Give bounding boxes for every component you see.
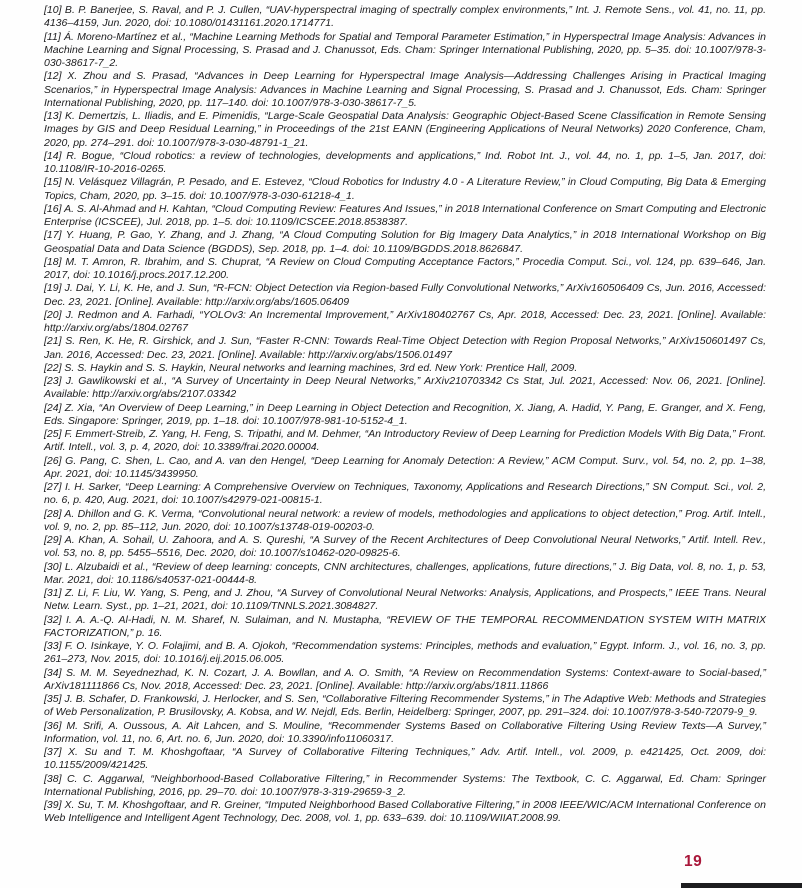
reference-entry: [30] L. Alzubaidi et al., “Review of deep learning: concepts, CNN architectures, challenges, applications, future directions,” J. Big Data, vol. 8, no. 1, p. 53, Mar. 2021, doi: 10.1186/s40537-021-00444-8. bbox=[44, 560, 766, 586]
reference-entry: [33] F. O. Isinkaye, Y. O. Folajimi, and B. A. Ojokoh, “Recommendation systems: Principles, methods and evaluation,” Egypt. Inform. J., vol. 16, no. 3, pp. 261–273, Nov. 2015, doi: 10.1016/j.eij.2015.06.005. bbox=[44, 640, 766, 666]
reference-entry: [28] A. Dhillon and G. K. Verma, “Convolutional neural network: a review of models, methodologies and applications to object detection,” Prog. Artif. Intell., vol. 9, no. 2, pp. 85–112, Jun. 2020, doi: 10.1007/s13748-019-00203-0. bbox=[44, 507, 766, 533]
reference-entry: [38] C. C. Aggarwal, “Neighborhood-Based Collaborative Filtering,” in Recommender Systems: The Textbook, C. C. Aggarwal, Ed. Cham: Springer International Publishing, 2016, pp. 29–70. doi: 10.1007/978-3-319-29659-3_2. bbox=[44, 772, 766, 798]
reference-entry: [19] J. Dai, Y. Li, K. He, and J. Sun, “R-FCN: Object Detection via Region-based Fully Convolutional Networks,” ArXiv160506409 Cs, Jun. 2016, Accessed: Dec. 23, 2021. [Online]. Available: http://arxiv.org/abs/1605.06409 bbox=[44, 282, 766, 308]
reference-entry: [13] K. Demertzis, L. Iliadis, and E. Pimenidis, “Large-Scale Geospatial Data Analysis: Geographic Object-Based Scene Classification in Remote Sensing Images by GIS and Deep Residual Learning,” in Proceedings of the 21st EANN (Engineering Applications of Neural Networks) 2020 Conference, Cham, 2020, pp. 274–291. doi: 10.1007/978-3-030-48791-1_21. bbox=[44, 110, 766, 149]
reference-entry: [31] Z. Li, F. Liu, W. Yang, S. Peng, and J. Zhou, “A Survey of Convolutional Neural Networks: Analysis, Applications, and Prospects,” IEEE Trans. Neural Netw. Learn. Syst., pp. 1–21, 2021, doi: 10.1109/TNNLS.2021.3084827. bbox=[44, 587, 766, 613]
reference-entry: [35] J. B. Schafer, D. Frankowski, J. Herlocker, and S. Sen, “Collaborative Filtering Recommender Systems,” in The Adaptive Web: Methods and Strategies of Web Personalization, P. Brusilovsky, A. Kobsa, and W. Nejdl, Eds. Berlin, Heidelberg: Springer, 2007, pp. 291–324. doi: 10.1007/978-3-540-72079-9_9. bbox=[44, 693, 766, 719]
reference-entry: [20] J. Redmon and A. Farhadi, “YOLOv3: An Incremental Improvement,” ArXiv180402767 Cs, Apr. 2018, Accessed: Dec. 23, 2021. [Online]. Available: http://arxiv.org/abs/1804.02767 bbox=[44, 308, 766, 334]
reference-entry: [37] X. Su and T. M. Khoshgoftaar, “A Survey of Collaborative Filtering Techniques,” Adv. Artif. Intell., vol. 2009, p. e421425, Oct. 2009, doi: 10.1155/2009/421425. bbox=[44, 746, 766, 772]
page-number: 19 bbox=[684, 853, 703, 870]
references-list bbox=[44, 4, 766, 826]
reference-entry: [34] S. M. M. Seyednezhad, K. N. Cozart, J. A. Bowllan, and A. O. Smith, “A Review on Recommendation Systems: Context-aware to Social-based,” ArXiv181111866 Cs, Nov. 2018, Accessed: Dec. 23, 2021. [Online]. Available: http://arxiv.org/abs/1811.11866 bbox=[44, 666, 766, 692]
reference-entry: [25] F. Emmert-Streib, Z. Yang, H. Feng, S. Tripathi, and M. Dehmer, “An Introductory Review of Deep Learning for Prediction Models With Big Data,” Front. Artif. Intell., vol. 3, p. 4, 2020, doi: 10.3389/frai.2020.00004. bbox=[44, 428, 766, 454]
reference-entry: [12] X. Zhou and S. Prasad, “Advances in Deep Learning for Hyperspectral Image Analysis—Addressing Challenges Arising in Practical Imaging Scenarios,” in Hyperspectral Image Analysis: Advances in Machine Learning and Signal Processing, S. Prasad and J. Chanussot, Eds. Cham: Springer International Publishing, 2020, pp. 117–140. doi: 10.1007/978-3-030-38617-7_5. bbox=[44, 70, 766, 109]
reference-entry: [15] N. Velásquez Villagrán, P. Pesado, and E. Estevez, “Cloud Robotics for Industry 4.0 - A Literature Review,” in Cloud Computing, Big Data & Emerging Topics, Cham, 2020, pp. 3–15. doi: 10.1007/978-3-030-61218-4_1. bbox=[44, 176, 766, 202]
reference-entry: [11] Á. Moreno-Martínez et al., “Machine Learning Methods for Spatial and Temporal Parameter Estimation,” in Hyperspectral Image Analysis: Advances in Machine Learning and Signal Processing, S. Prasad and J. Chanussot, Eds. Cham: Springer International Publishing, 2020, pp. 5–35. doi: 10.1007/978-3-030-38617-7_2. bbox=[44, 30, 766, 69]
reference-entry: [36] M. Srifi, A. Oussous, A. Ait Lahcen, and S. Mouline, “Recommender Systems Based on Collaborative Filtering Using Review Texts—A Survey,” Information, vol. 11, no. 6, Art. no. 6, Jun. 2020, doi: 10.3390/info11060317. bbox=[44, 719, 766, 745]
reference-entry: [22] S. S. Haykin and S. S. Haykin, Neural networks and learning machines, 3rd ed. New York: Prentice Hall, 2009. bbox=[44, 361, 578, 374]
reference-entry: [29] A. Khan, A. Sohail, U. Zahoora, and A. S. Qureshi, “A Survey of the Recent Architectures of Deep Convolutional Neural Networks,” Artif. Intell. Rev., vol. 53, no. 8, pp. 5455–5516, Dec. 2020, doi: 10.1007/s10462-020-09825-6. bbox=[44, 534, 766, 560]
reference-entry: [18] M. T. Amron, R. Ibrahim, and S. Chuprat, “A Review on Cloud Computing Acceptance Factors,” Procedia Comput. Sci., vol. 124, pp. 639–646, Jan. 2017, doi: 10.1016/j.procs.2017.12.200. bbox=[44, 255, 766, 281]
reference-entry: [23] J. Gawlikowski et al., “A Survey of Uncertainty in Deep Neural Networks,” ArXiv210703342 Cs Stat, Jul. 2021, Accessed: Nov. 06, 2021. [Online]. Available: http://arxiv.org/abs/2107.03342 bbox=[44, 375, 766, 401]
reference-entry: [21] S. Ren, K. He, R. Girshick, and J. Sun, “Faster R-CNN: Towards Real-Time Object Detection with Region Proposal Networks,” ArXiv150601497 Cs, Jan. 2016, Accessed: Dec. 23, 2021. [Online]. Available: http://arxiv.org/abs/1506.01497 bbox=[44, 335, 766, 361]
reference-entry: [10] B. P. Banerjee, S. Raval, and P. J. Cullen, “UAV-hyperspectral imaging of spectrally complex environments,” Int. J. Remote Sens., vol. 41, no. 11, pp. 4136–4159, Jun. 2020, doi: 10.1080/01431161.2020.1714771. bbox=[44, 4, 766, 30]
reference-entry: [39] X. Su, T. M. Khoshgoftaar, and R. Greiner, “Imputed Neighborhood Based Collaborative Filtering,” in 2008 IEEE/WIC/ACM International Conference on Web Intelligence and Intelligent Agent Technology, Dec. 2008, vol. 1, pp. 633–639. doi: 10.1109/WIIAT.2008.99. bbox=[44, 799, 766, 825]
reference-entry: [14] R. Bogue, “Cloud robotics: a review of technologies, developments and applications,” Ind. Robot Int. J., vol. 44, no. 1, pp. 1–5, Jan. 2017, doi: 10.1108/IR-10-2016-0265. bbox=[44, 149, 766, 175]
reference-entry: [27] I. H. Sarker, “Deep Learning: A Comprehensive Overview on Techniques, Taxonomy, Applications and Research Directions,” SN Comput. Sci., vol. 2, no. 6, p. 420, Aug. 2021, doi: 10.1007/s42979-021-00815-1. bbox=[44, 481, 766, 507]
footer-corner-bar bbox=[681, 883, 802, 888]
reference-entry: [26] G. Pang, C. Shen, L. Cao, and A. van den Hengel, “Deep Learning for Anomaly Detection: A Review,” ACM Comput. Surv., vol. 54, no. 2, pp. 1–38, Apr. 2021, doi: 10.1145/3439950. bbox=[44, 454, 766, 480]
reference-entry: [24] Z. Xia, “An Overview of Deep Learning,” in Deep Learning in Object Detection and Recognition, X. Jiang, A. Hadid, Y. Pang, E. Granger, and X. Feng, Eds. Singapore: Springer, 2019, pp. 1–18. doi: 10.1007/978-981-10-5152-4_1. bbox=[44, 401, 766, 427]
reference-entry: [32] I. A. A.-Q. Al-Hadi, N. M. Sharef, N. Sulaiman, and N. Mustapha, “REVIEW OF THE TEMPORAL RECOMMENDATION SYSTEM WITH MATRIX FACTORIZATION,” p. 16. bbox=[44, 613, 766, 639]
reference-entry: [16] A. S. Al-Ahmad and H. Kahtan, “Cloud Computing Review: Features And Issues,” in 2018 International Conference on Smart Computing and Electronic Enterprise (ICSCEE), Jul. 2018, pp. 1–5. doi: 10.1109/ICSCEE.2018.8538387. bbox=[44, 202, 766, 228]
reference-entry: [17] Y. Huang, P. Gao, Y. Zhang, and J. Zhang, “A Cloud Computing Solution for Big Imagery Data Analytics,” in 2018 International Workshop on Big Geospatial Data and Data Science (BGDDS), Sep. 2018, pp. 1–4. doi: 10.1109/BGDDS.2018.8626847. bbox=[44, 229, 766, 255]
